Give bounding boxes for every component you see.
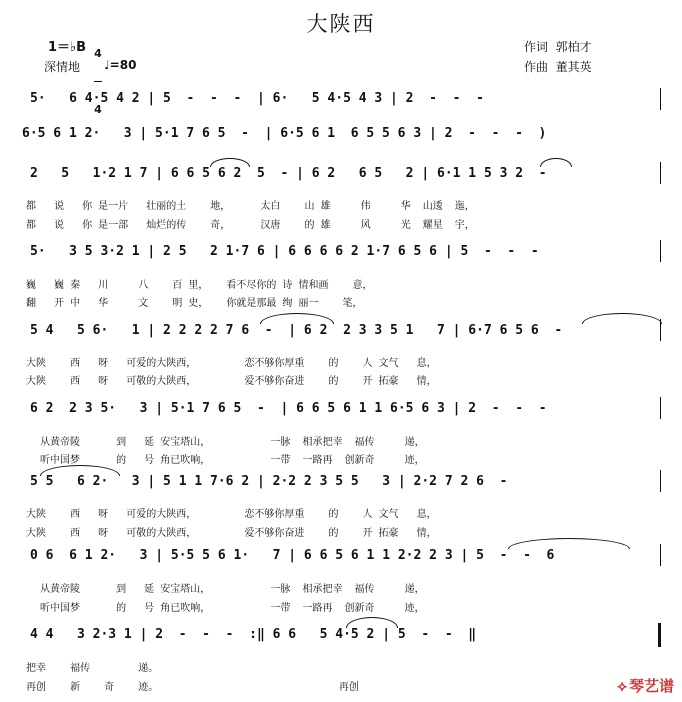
slur [540,158,572,167]
score-line-4: 5· 3 5 3·2 1 | 2 5 2 1·7 6 | 6 6 6 6 2 1·7 6 5 6 | 5 - - - [30,244,539,259]
tempo-mark: ♩=80 [104,58,137,72]
lyric-line-4b: 翻 开 中 华 文 明 史， 你就是那最 绚 丽一 笔， [26,298,363,309]
barline [660,397,661,419]
lyric-line-8b: 听中国梦 的 号 角已吹响， 一带 一路再 创新奇 迹， [40,603,425,614]
score-line-7: 5 5 6 2· 3 | 5 1 1 7·6 2 | 2·2 2 3 5 5 3 | 2·2 7 2 6 - [30,474,508,489]
lyric-line-9b: 再创 新 奇 迹。 再创 [26,682,359,693]
slur [210,158,250,167]
score-line-2: 6·5 6 1 2· 3 | 5·1 7 6 5 - | 6·5 6 1 6 5 5 6 3 | 2 - - - ) [22,126,547,141]
lyric-line-4a: 巍 巍 秦 川 八 百 里， 看不尽你的 诗 情和画 意， [26,280,373,291]
final-barline [658,623,661,647]
slur [582,313,662,324]
slur [40,465,120,476]
score-line-3: 2 5 1·2 1 7 | 6 6 5 6 2 5 - | 6 2 6 5 2 | 6·1 1 5 3 2 - [30,166,547,181]
score-line-6: 6 2 2 3 5· 3 | 5·1 7 6 5 - | 6 6 5 6 1 1 6·5 6 3 | 2 - - - [30,401,547,416]
key-signature: 1＝♭B [48,40,87,55]
lyric-line-5a: 大陕 西 呀 可爱的大陕西， 恋不够你厚重 的 人 文气 息， [26,358,437,369]
barline [660,88,661,110]
lyric-line-8a: 从黄帝陵 到 延 安宝塔山， 一脉 相承把幸 福传 递， [40,584,425,595]
barline [660,240,661,262]
barline [660,162,661,184]
lyricist-credit: 作词 郭柏才 [524,40,592,54]
score-line-5: 5 4 5 6· 1 | 2 2 2 2 7 6 - | 6 2 2 3 3 5 1 7 | 6·7 6 5 6 - [30,323,563,338]
composer-credit: 作曲 董其英 [524,60,592,74]
lyric-line-6b: 听中国梦 的 号 角已吹响， 一带 一路再 创新奇 迹， [40,455,425,466]
logo-icon: ⟡ [617,677,627,695]
slur [260,313,334,324]
meter-denominator: 4 [94,103,102,116]
lyric-line-7a: 大陕 西 呀 可爱的大陕西， 恋不够你厚重 的 人 文气 息， [26,509,437,520]
lyric-line-3b: 都 说 你 是一部 灿烂的传 奇， 汉唐 的 雄 风 光 耀星 宇， [26,220,475,231]
barline [660,470,661,492]
barline [660,544,661,566]
score-line-1: 5· 6 4·5 4 2 | 5 - - - | 6· 5 4·5 4 3 | 2 - - - [30,91,484,106]
lyric-line-5b: 大陕 西 呀 可敬的大陕西， 爱不够你奋进 的 开 拓豪 情， [26,376,437,387]
slur [508,538,630,549]
expression-mark: 深情地 [44,60,81,74]
lyric-line-9a: 把幸 福传 递。 [26,663,159,674]
song-title: 大陕西 [306,12,376,36]
site-watermark [607,657,674,696]
time-signature [94,26,102,126]
score-line-9: 4 4 3 2·3 1 | 2 - - - :‖ 6 6 5 4·5 2 | 5 - - ‖ [30,627,477,642]
lyric-line-3a: 都 说 你 是一片 壮丽的土 地， 太白 山 雄 伟 华 山逶 迤， [26,201,475,212]
score-line-8: 0 6 6 1 2· 3 | 5·5 5 6 1· 7 | 6 6 5 6 1 1 2·2 2 3 | 5 - - 6 [30,548,555,563]
lyric-line-7b: 大陕 西 呀 可敬的大陕西， 爱不够你奋进 的 开 拓豪 情， [26,528,437,539]
slur [346,617,398,628]
lyric-line-6a: 从黄帝陵 到 延 安宝塔山， 一脉 相承把幸 福传 递， [40,437,425,448]
meter-numerator: 4 [94,47,102,60]
watermark-text: 琴艺谱 [628,677,674,695]
